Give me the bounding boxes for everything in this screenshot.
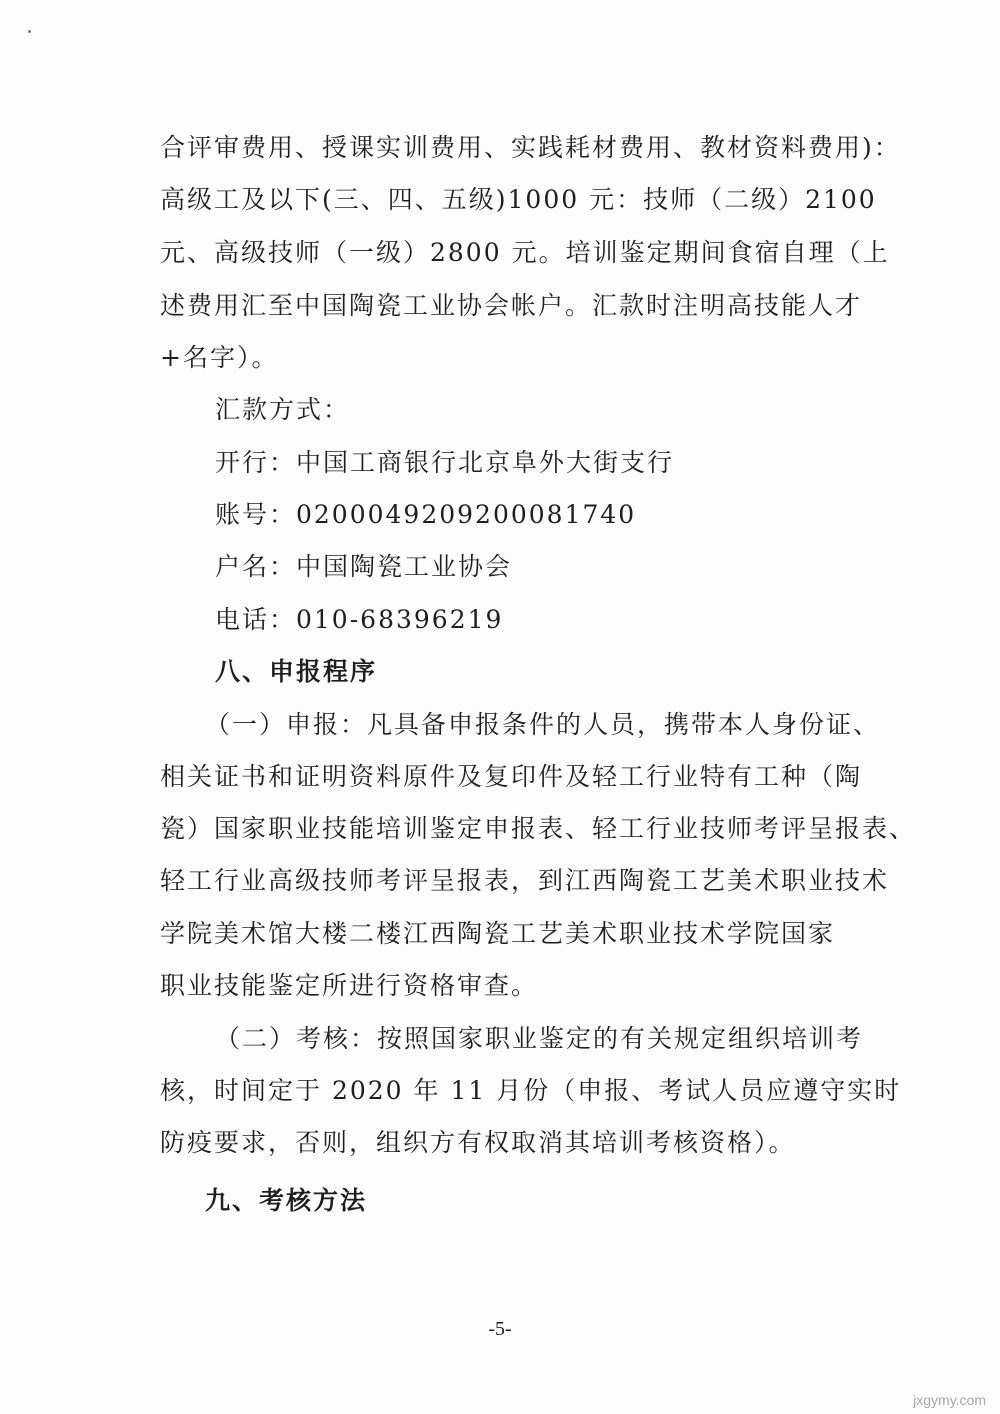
- item2-line-3: 防疫要求，否则，组织方有权取消其培训考核资格）。: [160, 1128, 796, 1157]
- item1-line-5: 学院美术馆大楼二楼江西陶瓷工艺美术职业技术学院国家: [160, 919, 836, 948]
- remittance-account: 账号：0200049209200081740: [215, 500, 637, 529]
- item2-line-1: （二）考核：按照国家职业鉴定的有关规定组织培训考: [215, 1024, 864, 1053]
- remittance-name: 户名：中国陶瓷工业协会: [215, 552, 513, 581]
- item1-line-6: 职业技能鉴定所进行资格审查。: [160, 971, 539, 1000]
- section-8-heading: 八、申报程序: [215, 657, 378, 686]
- section-9-heading: 九、考核方法: [205, 1186, 368, 1215]
- remittance-bank: 开行：中国工商银行北京阜外大街支行: [215, 448, 675, 477]
- item2-line-2: 核，时间定于 2020 年 11 月份（申报、考试人员应遵守实时: [160, 1076, 902, 1105]
- page-number: -5-: [488, 1318, 512, 1340]
- item1-line-2: 相关证书和证明资料原件及复印件及轻工行业特有工种（陶: [160, 762, 863, 791]
- fees-line-2: 高级工及以下(三、四、五级)1000 元：技师（二级）2100: [160, 185, 877, 214]
- scan-speck: [28, 30, 31, 33]
- item1-line-3: 瓷）国家职业技能培训鉴定申报表、轻工行业技师考评呈报表、: [160, 814, 917, 843]
- remittance-title: 汇款方式：: [215, 395, 351, 424]
- item1-line-4: 轻工行业高级技师考评呈报表，到江西陶瓷工艺美术职业技术: [160, 866, 890, 895]
- site-watermark: jxgymy.com: [913, 1392, 986, 1408]
- fees-line-3: 元、高级技师（一级）2800 元。培训鉴定期间食宿自理（上: [160, 238, 890, 267]
- item1-line-1: （一）申报：凡具备申报条件的人员，携带本人身份证、: [205, 710, 881, 739]
- fees-line-5: +名字）。: [160, 343, 279, 372]
- fees-line-1: 合评审费用、授课实训费用、实践耗材费用、教材资料费用)：: [160, 133, 901, 162]
- fees-line-4: 述费用汇至中国陶瓷工业协会帐户。汇款时注明高技能人才: [160, 291, 863, 320]
- remittance-phone: 电话：010-68396219: [215, 605, 504, 634]
